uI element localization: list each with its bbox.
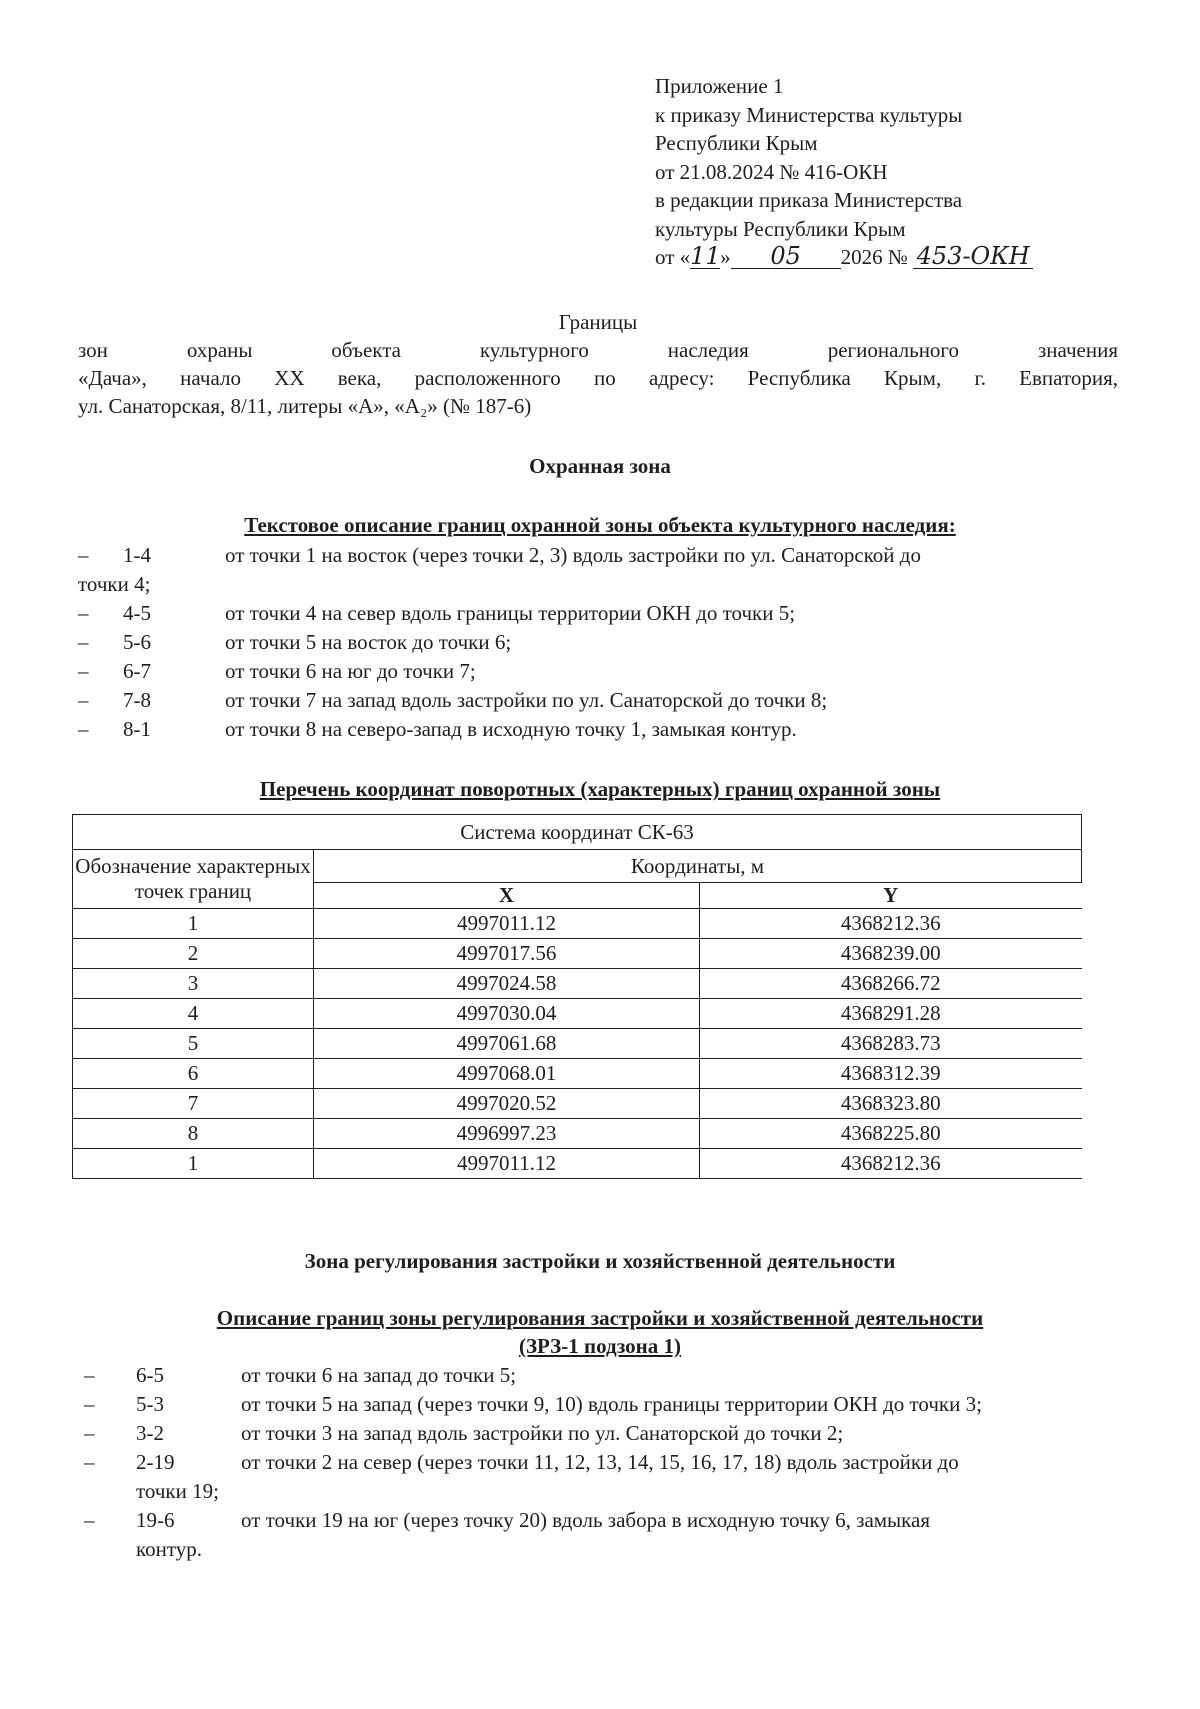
- handwritten-order-number: 453-ОКН: [913, 244, 1033, 269]
- segment-text: от точки 6 на юг до точки 7;: [225, 659, 476, 683]
- segment-code: 2-19: [136, 1450, 175, 1474]
- segment-code: 5-3: [136, 1392, 164, 1416]
- handwritten-month: 05: [731, 244, 841, 269]
- segment-text: от точки 6 на запад до точки 5;: [241, 1363, 517, 1387]
- title-line: Границы: [558, 310, 638, 334]
- cell-y: 4368239.00: [700, 939, 1082, 969]
- appendix-line: от 21.08.2024 № 416-ОКН: [655, 159, 888, 184]
- appendix-line: в редакции приказа Министерства: [655, 188, 963, 212]
- cell-x: 4997017.56: [314, 939, 700, 969]
- list-dash: –: [78, 543, 89, 567]
- column-header-point: Обозначение характерных точек границ: [73, 850, 314, 909]
- list-dash: –: [78, 659, 89, 683]
- segment-text: от точки 8 на северо-запад в исходную точку 1, замыкая контур.: [225, 717, 797, 741]
- section-heading: Зона регулирования застройки и хозяйственной деятельности: [304, 1249, 896, 1273]
- cell-point: 6: [73, 1059, 314, 1089]
- column-header-x: X: [314, 883, 700, 909]
- appendix-line: культуры Республики Крым: [655, 216, 906, 241]
- cell-point: 3: [73, 969, 314, 999]
- column-header-coords: Координаты, м: [314, 850, 1082, 883]
- segment-text: от точки 7 на запад вдоль застройки по ул. Санаторской до точки 8;: [225, 688, 828, 712]
- cell-point: 2: [73, 939, 314, 969]
- list-item: [78, 599, 1118, 628]
- cell-x: 4997020.52: [314, 1089, 700, 1119]
- regulation-description-list: [84, 1361, 1114, 1564]
- list-dash: –: [84, 1392, 95, 1416]
- list-item: [78, 715, 1118, 744]
- column-header-y: Y: [700, 883, 1082, 909]
- cell-y: 4368212.36: [700, 1149, 1082, 1179]
- list-dash: –: [78, 630, 89, 654]
- segment-text-continued: точки 19;: [136, 1479, 219, 1503]
- list-dash: –: [84, 1363, 95, 1387]
- table-row: [73, 1149, 1082, 1179]
- appendix-date-line: [655, 243, 1033, 272]
- cell-x: 4997024.58: [314, 969, 700, 999]
- appendix-header: [655, 72, 1033, 272]
- list-item: [78, 657, 1118, 686]
- cell-y: 4368283.73: [700, 1029, 1082, 1059]
- table-heading-text: Перечень координат поворотных (характерных) границ охранной зоны: [259, 777, 941, 801]
- title-line: ул. Санаторская, 8/11, литеры «А», «А₂» (№ 187-6): [78, 394, 532, 418]
- segment-code: 4-5: [123, 601, 151, 625]
- document-title: [78, 308, 1118, 420]
- cell-y: 4368323.80: [700, 1089, 1082, 1119]
- description-subheading-text: (ЗРЗ-1 подзона 1): [518, 1334, 682, 1358]
- cell-y: 4368225.80: [700, 1119, 1082, 1149]
- segment-code: 8-1: [123, 717, 151, 741]
- table-row: [73, 1029, 1082, 1059]
- segment-text: от точки 1 на восток (через точки 2, 3) вдоль застройки по ул. Санаторской до: [225, 543, 921, 567]
- list-item: [84, 1419, 1114, 1448]
- list-dash: –: [84, 1421, 95, 1445]
- title-line: «Дача», начало XX века, расположенного по адресу: Республика Крым, г. Евпатория,: [78, 366, 1118, 390]
- list-item: [78, 686, 1118, 715]
- cell-point: 7: [73, 1089, 314, 1119]
- list-item: [84, 1448, 1114, 1506]
- segment-text: от точки 2 на север (через точки 11, 12, 13, 14, 15, 16, 17, 18) вдоль застройки до: [241, 1450, 959, 1474]
- list-dash: –: [78, 717, 89, 741]
- cell-y: 4368312.39: [700, 1059, 1082, 1089]
- cell-x: 4997061.68: [314, 1029, 700, 1059]
- description-heading-text: Текстовое описание границ охранной зоны объекта культурного наследия:: [244, 513, 956, 537]
- segment-text-continued: точки 4;: [78, 572, 151, 596]
- segment-text: от точки 4 на север вдоль границы территории ОКН до точки 5;: [225, 601, 796, 625]
- description-heading: [0, 1304, 1200, 1332]
- table-row: [73, 939, 1082, 969]
- segment-code: 3-2: [136, 1421, 164, 1445]
- cell-point: 1: [73, 1149, 314, 1179]
- list-dash: –: [84, 1450, 95, 1474]
- section-heading: Охранная зона: [529, 454, 671, 478]
- table-row: [73, 1059, 1082, 1089]
- segment-text-continued: контур.: [136, 1537, 203, 1561]
- segment-code: 19-6: [136, 1508, 175, 1532]
- list-dash: –: [78, 688, 89, 712]
- table-row: [73, 999, 1082, 1029]
- coordinate-system-label: Система координат СК-63: [73, 815, 1082, 850]
- appendix-line: Приложение 1: [655, 74, 784, 98]
- description-heading: [0, 511, 1200, 539]
- cell-x: 4997030.04: [314, 999, 700, 1029]
- cell-y: 4368291.28: [700, 999, 1082, 1029]
- cell-x: 4996997.23: [314, 1119, 700, 1149]
- date-prefix: от «: [655, 245, 691, 269]
- cell-point: 4: [73, 999, 314, 1029]
- cell-x: 4997068.01: [314, 1059, 700, 1089]
- description-subheading: [0, 1332, 1200, 1360]
- cell-y: 4368266.72: [700, 969, 1082, 999]
- table-row: [73, 969, 1082, 999]
- table-row: [73, 909, 1082, 939]
- cell-x: 4997011.12: [314, 909, 700, 939]
- date-mid: »: [720, 245, 731, 269]
- segment-text: от точки 5 на восток до точки 6;: [225, 630, 512, 654]
- segment-text: от точки 19 на юг (через точку 20) вдоль забора в исходную точку 6, замыкая: [241, 1508, 931, 1532]
- segment-code: 6-5: [136, 1363, 164, 1387]
- list-item: [84, 1361, 1114, 1390]
- cell-point: 1: [73, 909, 314, 939]
- table-row: [73, 1089, 1082, 1119]
- segment-code: 6-7: [123, 659, 151, 683]
- date-year: 2026 №: [840, 245, 908, 269]
- segment-text: от точки 5 на запад (через точки 9, 10) вдоль границы территории ОКН до точки 3;: [241, 1392, 982, 1416]
- handwritten-day: 11: [690, 242, 721, 270]
- coordinates-table: [72, 814, 1082, 1179]
- cell-x: 4997011.12: [314, 1149, 700, 1179]
- description-heading-text: Описание границ зоны регулирования застройки и хозяйственной деятельности: [216, 1306, 984, 1330]
- list-item: [84, 1390, 1114, 1419]
- appendix-line: к приказу Министерства культуры: [655, 102, 963, 127]
- list-dash: –: [84, 1508, 95, 1532]
- list-dash: –: [78, 601, 89, 625]
- title-line: зон охраны объекта культурного наследия регионального значения: [78, 338, 1118, 362]
- cell-y: 4368212.36: [700, 909, 1082, 939]
- table-heading: [0, 775, 1200, 803]
- list-item: [84, 1506, 1114, 1564]
- boundary-description-list: [78, 541, 1118, 744]
- cell-point: 8: [73, 1119, 314, 1149]
- appendix-line: Республики Крым: [655, 131, 818, 155]
- table-row: [73, 1119, 1082, 1149]
- segment-code: 5-6: [123, 630, 151, 654]
- segment-code: 1-4: [123, 543, 151, 567]
- cell-point: 5: [73, 1029, 314, 1059]
- segment-code: 7-8: [123, 688, 151, 712]
- list-item: [78, 541, 1118, 599]
- list-item: [78, 628, 1118, 657]
- segment-text: от точки 3 на запад вдоль застройки по ул. Санаторской до точки 2;: [241, 1421, 844, 1445]
